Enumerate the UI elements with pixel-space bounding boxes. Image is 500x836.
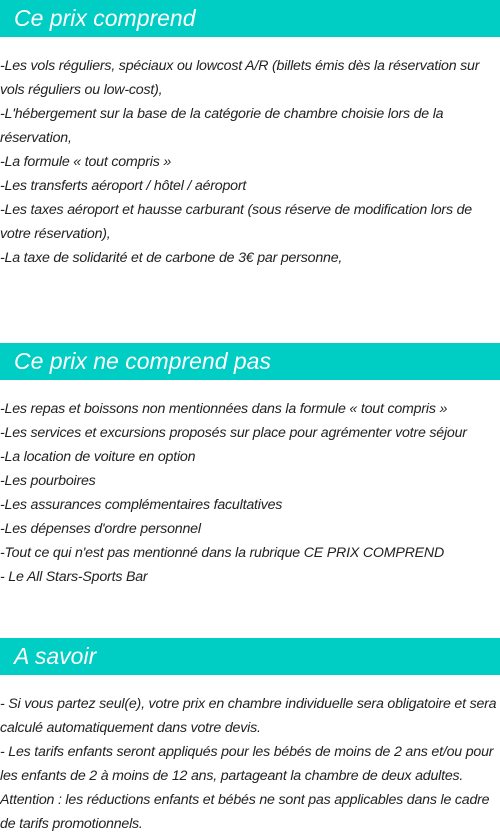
list-item: - Si vous partez seul(e), votre prix en chambre individuelle sera obligatoire et sera calculé automatiquement dans votre devis. (0, 696, 497, 736)
list-item: -L'hébergement sur la base de la catégorie de chambre choisie lors de la réservation, (0, 106, 444, 146)
section-body (0, 397, 500, 589)
list-item: -Les assurances complémentaires facultatives (0, 497, 283, 513)
section-body (0, 54, 500, 270)
list-item: -Les transferts aéroport / hôtel / aéroport (0, 178, 247, 194)
list-item: -Les repas et boissons non mentionnées dans la formule « tout compris » (0, 401, 448, 417)
section-body (0, 692, 500, 836)
list-item: -Les vols réguliers, spéciaux ou lowcost A/R (billets émis dès la réservation sur vols réguliers ou low-cost), (0, 58, 480, 98)
list-item: - Le All Stars-Sports Bar (0, 569, 148, 585)
list-item: -Tout ce qui n'est pas mentionné dans la rubrique CE PRIX COMPREND (0, 545, 444, 561)
section-ce-prix-ne-comprend-pas (0, 343, 500, 589)
list-item: -Les pourboires (0, 473, 96, 489)
section-title: A savoir (0, 638, 500, 675)
list-item: -La location de voiture en option (0, 449, 196, 465)
list-item: - Les tarifs enfants seront appliqués pour les bébés de moins de 2 ans et/ou pour les enfants de 2 à moins de 12 ans, partageant la chambre de deux adultes. Attention : les réductions enfants et bébés ne sont pas applicables dans le cadre de tarifs promotionnels. (0, 744, 494, 832)
section-title: Ce prix ne comprend pas (0, 343, 500, 380)
list-item: -La taxe de solidarité et de carbone de 3€ par personne, (0, 250, 343, 266)
section-title: Ce prix comprend (0, 0, 500, 37)
section-ce-prix-comprend (0, 0, 500, 270)
list-item: -Les taxes aéroport et hausse carburant (sous réserve de modification lors de votre réservation), (0, 202, 472, 242)
list-item: -Les services et excursions proposés sur place pour agrémenter votre séjour (0, 425, 467, 441)
list-item: -Les dépenses d'ordre personnel (0, 521, 201, 537)
section-a-savoir (0, 638, 500, 836)
list-item: -La formule « tout compris » (0, 154, 172, 170)
